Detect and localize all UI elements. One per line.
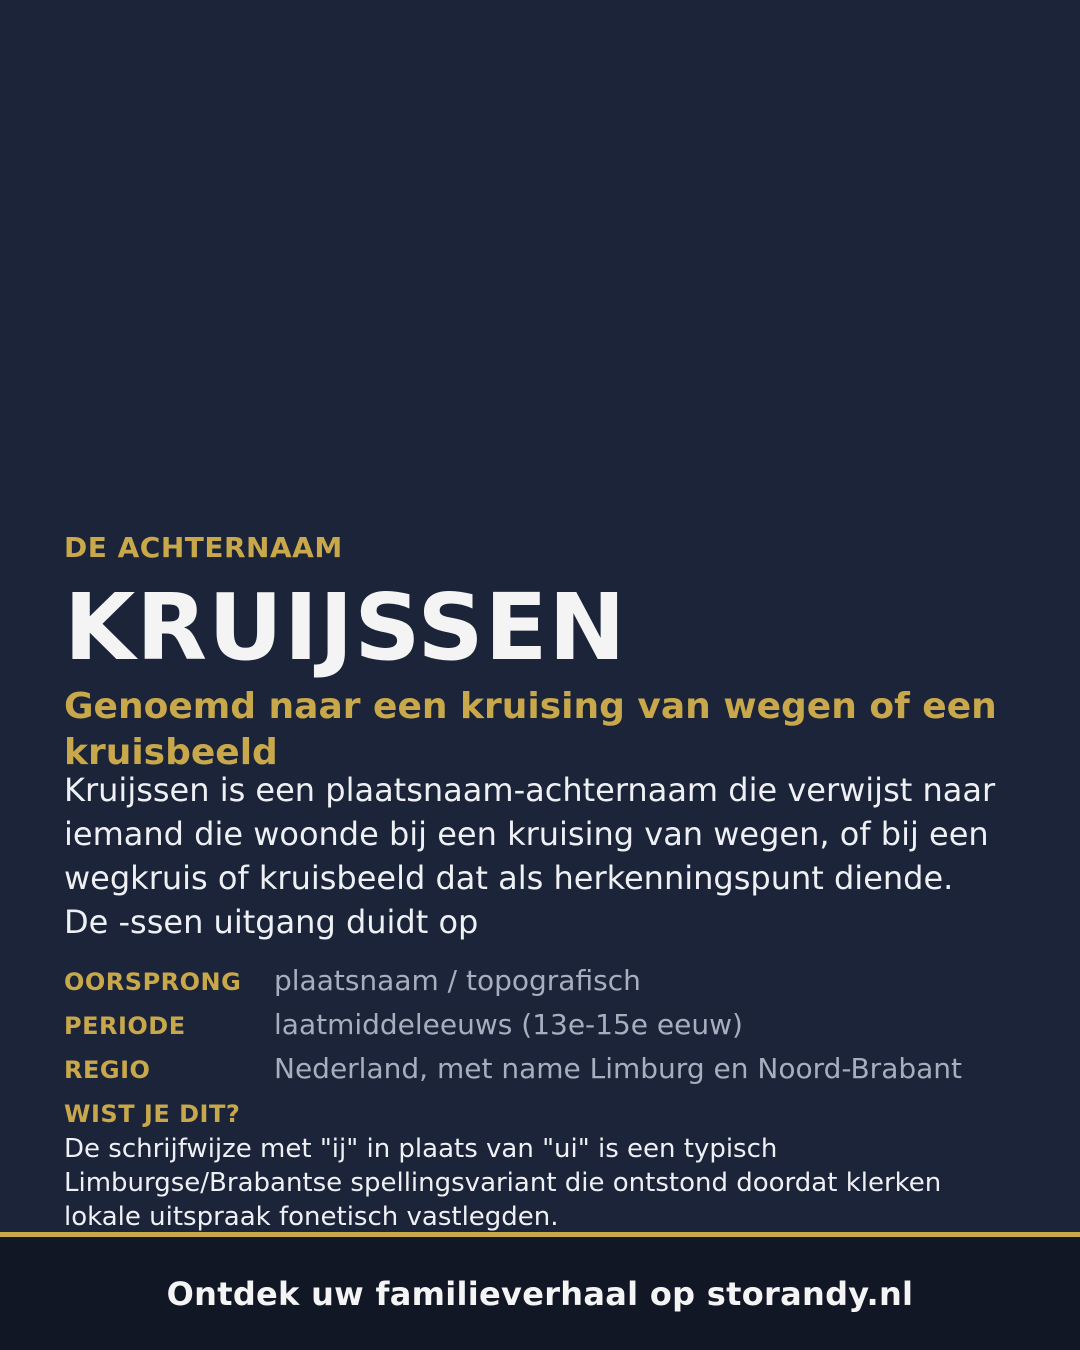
fact-label: PERIODE bbox=[64, 1012, 186, 1040]
footer-cta-text: Ontdek uw familieverhaal op storandy.nl bbox=[166, 1274, 914, 1313]
facts-list bbox=[64, 962, 1016, 1094]
fact-value: Nederland, met name Limburg en Noord-Brabant bbox=[274, 1052, 963, 1085]
surname-title: KRUIJSSEN bbox=[64, 574, 627, 681]
eyebrow-label: DE ACHTERNAAM bbox=[64, 531, 343, 564]
fact-label: OORSPRONG bbox=[64, 968, 242, 996]
surname-meaning: Genoemd naar een kruising van wegen of een kruisbeeld bbox=[64, 686, 997, 773]
fact-row-region bbox=[64, 1050, 1016, 1094]
fact-value: laatmiddeleeuws (13e-15e eeuw) bbox=[274, 1008, 743, 1041]
trivia-title: WIST JE DIT? bbox=[64, 1100, 241, 1128]
fact-label: REGIO bbox=[64, 1056, 151, 1084]
surname-description: Kruijssen is een plaatsnaam-achternaam die verwijst naar iemand die woonde bij een kruising van wegen, of bij een wegkruis of kruisbeeld dat als herkenningspunt diende. De -ssen uitgang duidt op bbox=[64, 771, 996, 941]
fact-row-period bbox=[64, 1006, 1016, 1050]
fact-row-origin bbox=[64, 962, 1016, 1006]
fact-value: plaatsnaam / topografisch bbox=[274, 964, 641, 997]
trivia-text: De schrijfwijze met "ij" in plaats van "ui" is een typisch Limburgse/Brabantse spellingsvariant die ontstond doordat klerken lokale uitspraak fonetisch vastlegden. bbox=[64, 1134, 942, 1232]
footer-banner bbox=[0, 1237, 1080, 1350]
